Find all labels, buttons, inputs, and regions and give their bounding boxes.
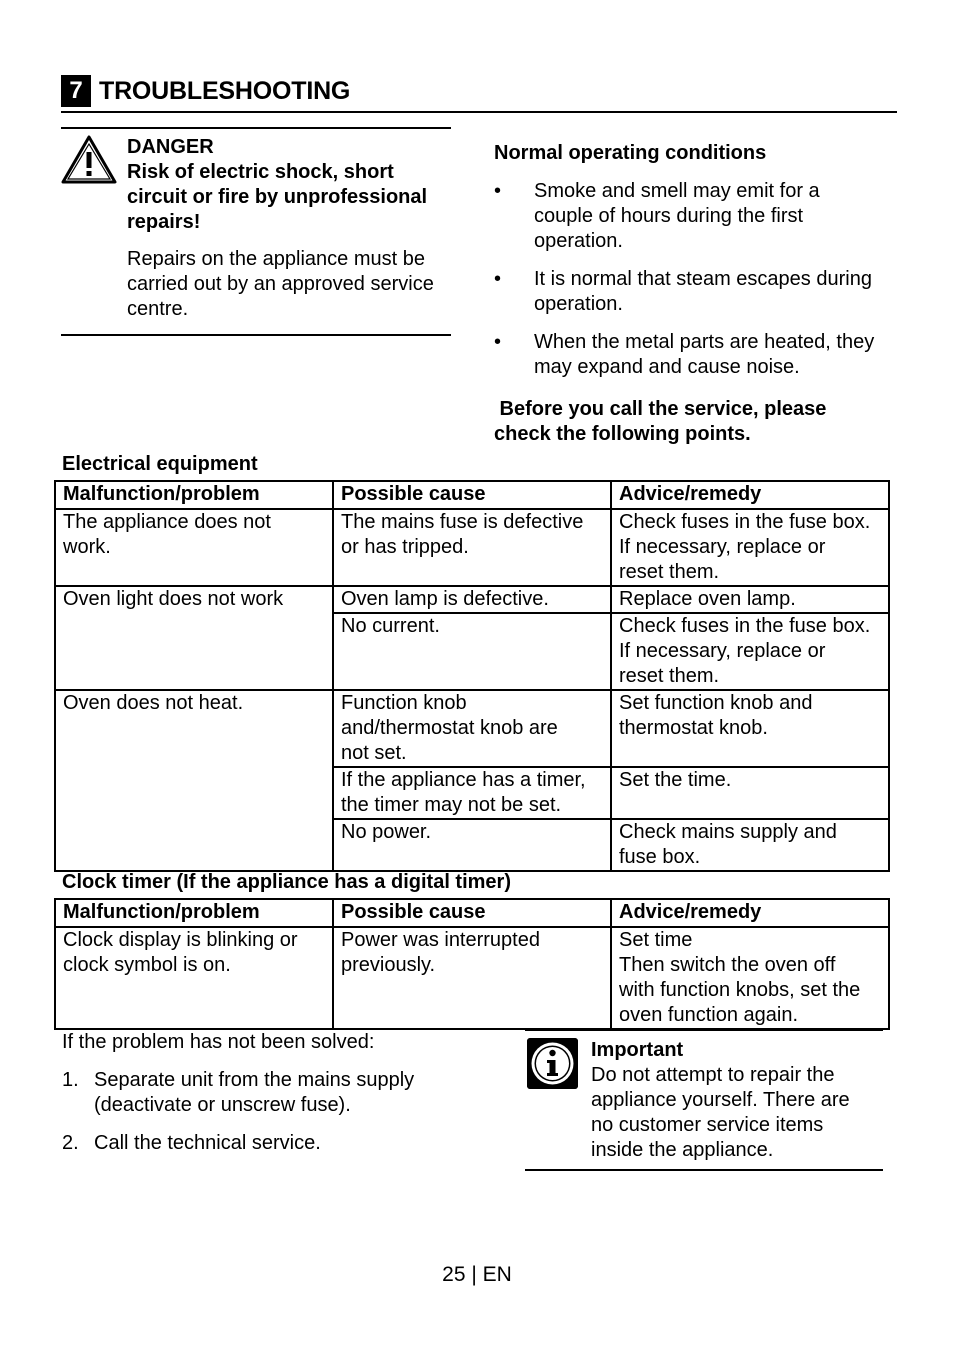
remedy-cell [611, 767, 889, 819]
cause-cell [333, 586, 611, 613]
list-item [62, 1131, 502, 1156]
remedy-cell [611, 586, 889, 613]
not-solved-section [62, 1030, 502, 1169]
cell-line: or has tripped. [341, 536, 469, 558]
cause-cell [333, 767, 611, 819]
cause-cell [333, 613, 611, 690]
cell-line: If necessary, replace or [619, 640, 826, 662]
remedy-cell [611, 819, 889, 871]
remedy-cell [611, 509, 889, 586]
page-number: 25 [442, 1263, 466, 1286]
danger-body-line: carried out by an approved service [127, 273, 434, 295]
important-notice [591, 1038, 886, 1163]
bullet-icon: • [494, 180, 502, 202]
electrical-table [54, 480, 890, 872]
cell-line: Clock display is blinking or [63, 929, 298, 951]
cell-line: Set the time. [619, 769, 732, 791]
before-service-note [494, 397, 894, 447]
problem-cell [55, 690, 333, 871]
cell-line: Power was interrupted [341, 929, 540, 951]
cell-line: reset them. [619, 561, 720, 583]
info-icon [527, 1038, 578, 1089]
cell-line: oven function again. [619, 1004, 799, 1026]
cell-line: with function knobs, set the [619, 979, 861, 1001]
important-top-rule [525, 1029, 883, 1031]
danger-label: DANGER [127, 136, 214, 158]
cell-line: Oven does not heat. [63, 692, 244, 714]
danger-body-line: Repairs on the appliance must be [127, 248, 425, 270]
footer-separator: | [471, 1263, 477, 1286]
cell-line: The mains fuse is defective [341, 511, 584, 533]
column-header: Malfunction/problem [55, 481, 333, 509]
list-item-line: (deactivate or unscrew fuse). [94, 1094, 351, 1116]
important-title: Important [591, 1039, 684, 1061]
column-header: Malfunction/problem [55, 899, 333, 927]
normal-conditions [494, 141, 894, 393]
list-item [494, 330, 894, 380]
list-item-line: may expand and cause noise. [534, 356, 800, 378]
danger-bottom-rule [61, 334, 451, 336]
cell-line: the timer may not be set. [341, 794, 562, 816]
cell-line: Then switch the oven off [619, 954, 836, 976]
list-item-line: Call the technical service. [94, 1132, 321, 1154]
problem-cell [55, 586, 333, 690]
step-number: 2. [62, 1132, 79, 1154]
cell-line: previously. [341, 954, 436, 976]
cell-line: fuse box. [619, 846, 701, 868]
list-item-line: It is normal that steam escapes during [534, 268, 872, 290]
remedy-cell [611, 613, 889, 690]
column-header: Possible cause [333, 481, 611, 509]
section-number: 7 [61, 75, 91, 107]
important-bottom-rule [525, 1169, 883, 1171]
cell-line: and/thermostat knob are [341, 717, 558, 739]
table-header-row [55, 899, 889, 927]
danger-notice [127, 135, 457, 322]
step-number: 1. [62, 1069, 79, 1091]
list-item [494, 179, 894, 254]
cell-line: Function knob [341, 692, 467, 714]
warning-triangle-icon [61, 135, 117, 185]
cause-cell [333, 509, 611, 586]
cell-line: Oven lamp is defective. [341, 588, 549, 610]
remedy-cell [611, 690, 889, 767]
cell-line: work. [63, 536, 111, 558]
important-line: appliance yourself. There are [591, 1089, 850, 1111]
column-header: Advice/remedy [611, 899, 889, 927]
cause-cell [333, 690, 611, 767]
cell-line: Check fuses in the fuse box. [619, 511, 871, 533]
cell-line: If the appliance has a timer, [341, 769, 586, 791]
bullet-icon: • [494, 268, 502, 290]
list-item-line: operation. [534, 293, 623, 315]
electrical-table-label: Electrical equipment [62, 453, 258, 475]
cell-line: Check fuses in the fuse box. [619, 615, 871, 637]
cell-line: If necessary, replace or [619, 536, 826, 558]
before-service-line: check the following points. [494, 423, 751, 445]
list-item [494, 267, 894, 317]
cell-line: Set function knob and [619, 692, 813, 714]
language-code: EN [482, 1263, 512, 1286]
cell-line: Check mains supply and [619, 821, 837, 843]
clock-table-label: Clock timer (If the appliance has a digital timer) [62, 871, 511, 893]
list-item-line: operation. [534, 230, 623, 252]
normal-conditions-title: Normal operating conditions [494, 142, 767, 164]
danger-headline-line: circuit or fire by unprofessional [127, 186, 428, 208]
problem-cell [55, 927, 333, 1029]
clock-table [54, 898, 890, 1030]
cell-line: reset them. [619, 665, 720, 687]
important-line: inside the appliance. [591, 1139, 774, 1161]
table-row [55, 586, 889, 613]
danger-headline-line: repairs! [127, 211, 201, 233]
list-item-line: Smoke and smell may emit for a [534, 180, 820, 202]
page-footer [0, 1262, 954, 1287]
cell-line: The appliance does not [63, 511, 271, 533]
cell-line: No power. [341, 821, 432, 843]
page-title: TROUBLESHOOTING [99, 77, 351, 105]
heading-rule [61, 111, 897, 113]
problem-cell [55, 509, 333, 586]
cell-line: No current. [341, 615, 440, 637]
list-item-line: couple of hours during the first [534, 205, 804, 227]
column-header: Advice/remedy [611, 481, 889, 509]
table-row [55, 509, 889, 586]
bullet-icon: • [494, 331, 502, 353]
list-item-line: Separate unit from the mains supply [94, 1069, 415, 1091]
cell-line: thermostat knob. [619, 717, 768, 739]
table-header-row [55, 481, 889, 509]
cell-line: Set time [619, 929, 693, 951]
danger-headline-line: Risk of electric shock, short [127, 161, 394, 183]
cell-line: Oven light does not work [63, 588, 284, 610]
important-line: Do not attempt to repair the [591, 1064, 835, 1086]
list-item [62, 1068, 502, 1118]
remedy-cell [611, 927, 889, 1029]
danger-top-rule [61, 127, 451, 129]
column-header: Possible cause [333, 899, 611, 927]
before-service-line: Before you call the service, please [494, 398, 827, 420]
cell-line: not set. [341, 742, 407, 764]
danger-body-line: centre. [127, 298, 189, 320]
list-item-line: When the metal parts are heated, they [534, 331, 875, 353]
important-line: no customer service items [591, 1114, 824, 1136]
table-row [55, 927, 889, 1029]
cause-cell [333, 819, 611, 871]
table-row [55, 690, 889, 767]
cell-line: Replace oven lamp. [619, 588, 796, 610]
not-solved-intro: If the problem has not been solved: [62, 1031, 375, 1053]
cell-line: clock symbol is on. [63, 954, 231, 976]
cause-cell [333, 927, 611, 1029]
